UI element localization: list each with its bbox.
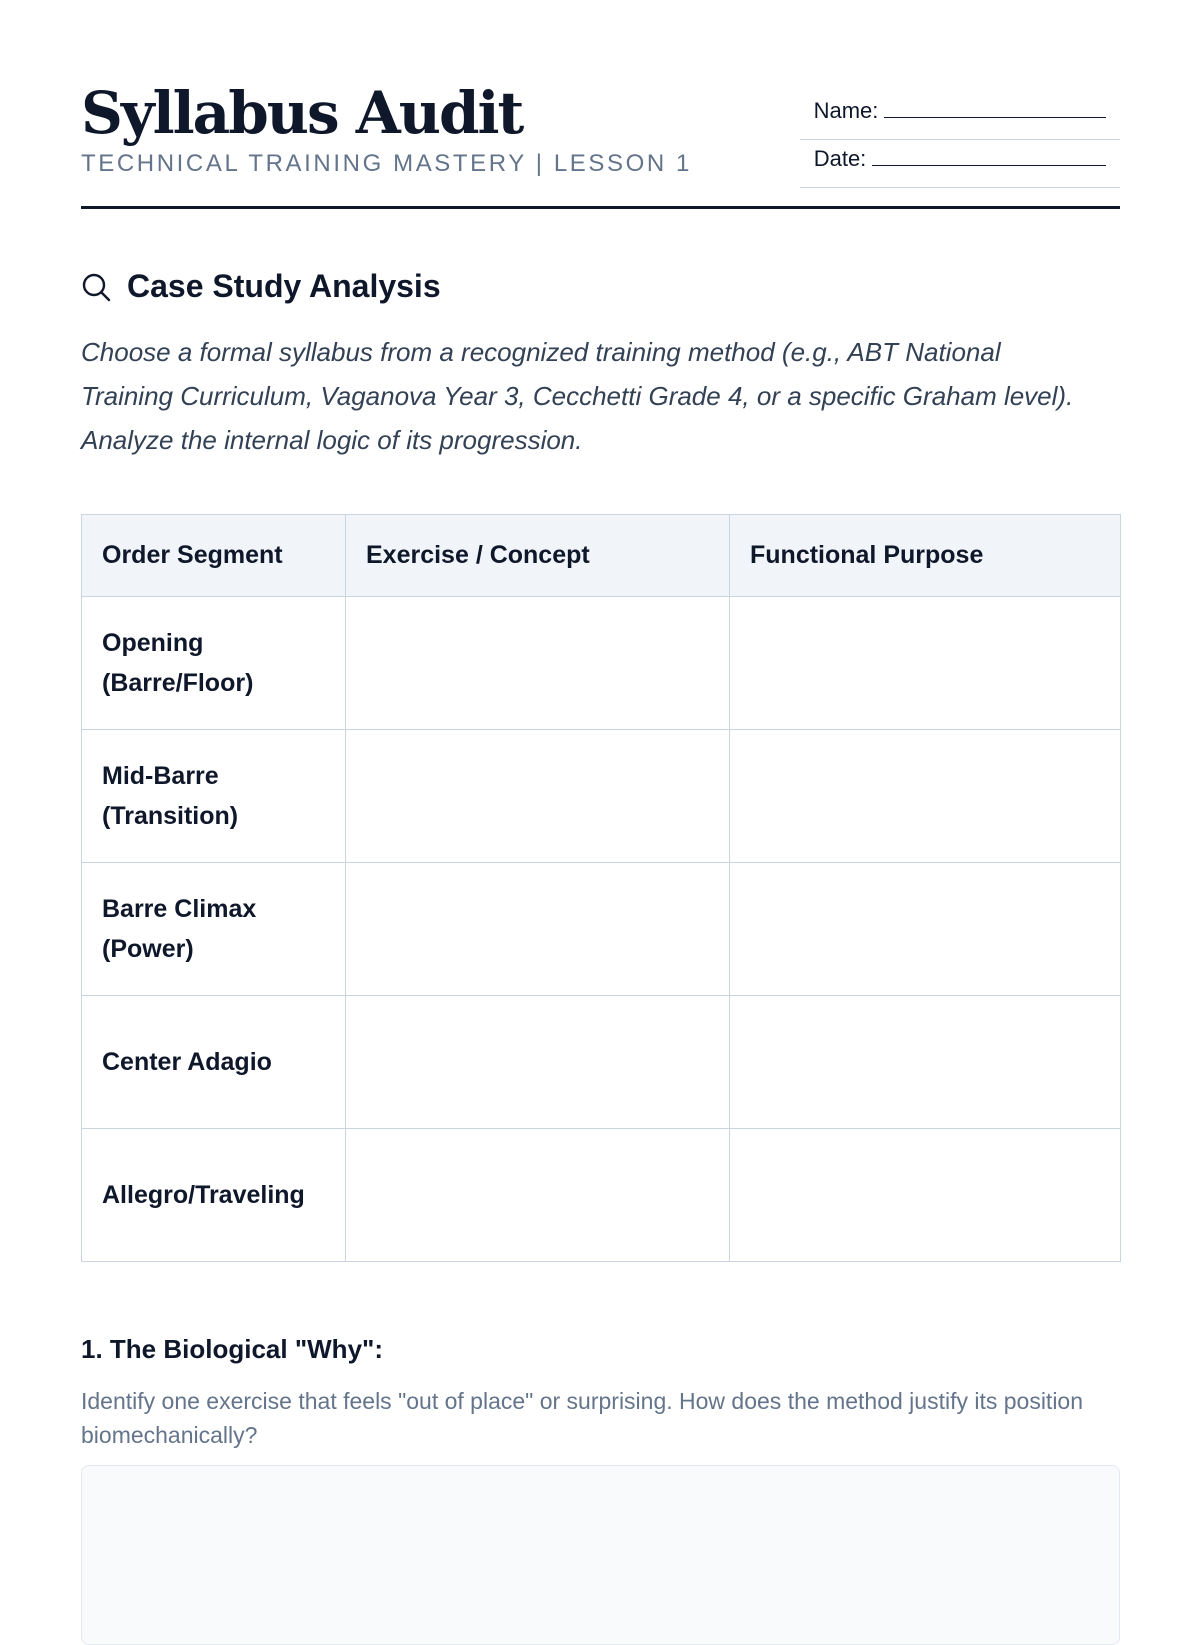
header-divider [81, 206, 1120, 209]
exercise-cell[interactable] [346, 863, 730, 996]
table-row [82, 730, 1121, 863]
order-segment-cell: Allegro/Traveling [82, 1129, 346, 1262]
exercise-cell[interactable] [346, 597, 730, 730]
name-blank-line[interactable] [884, 103, 1106, 118]
page-title: Syllabus Audit [81, 79, 523, 147]
table-row [82, 1129, 1121, 1262]
date-field[interactable] [800, 142, 1120, 188]
table-row [82, 597, 1121, 730]
purpose-cell[interactable] [730, 996, 1121, 1129]
purpose-cell[interactable] [730, 730, 1121, 863]
order-segment-cell: Mid-Barre (Transition) [82, 730, 346, 863]
exercise-cell[interactable] [346, 996, 730, 1129]
date-label: Date: [813, 146, 867, 171]
section-title: Case Study Analysis [127, 268, 441, 304]
header [81, 80, 1120, 210]
order-segment-cell: Center Adagio [82, 996, 346, 1129]
section-intro: Choose a formal syllabus from a recognized training method (e.g., ABT National Training Curriculum, Vaganova Year 3, Cecchetti Grade 4, or a specific Graham level). Analyze the internal logic of its progression. [81, 337, 1074, 455]
exercise-cell[interactable] [346, 730, 730, 863]
syllabus-table [81, 514, 1121, 1262]
name-label: Name: [813, 98, 879, 123]
name-field[interactable] [800, 94, 1120, 140]
section-heading [81, 268, 441, 305]
page-subtitle: TECHNICAL TRAINING MASTERY | LESSON 1 [81, 150, 693, 177]
column-header: Exercise / Concept [346, 515, 730, 597]
column-header: Functional Purpose [730, 515, 1121, 597]
student-info [800, 94, 1120, 190]
column-header: Order Segment [82, 515, 346, 597]
purpose-cell[interactable] [730, 1129, 1121, 1262]
table-row [82, 863, 1121, 996]
question-prompt: Identify one exercise that feels "out of place" or surprising. How does the method justify its position biomechanically? [81, 1388, 1084, 1448]
table-header-row [82, 515, 1121, 597]
table-row [82, 996, 1121, 1129]
date-blank-line[interactable] [872, 151, 1106, 166]
order-segment-cell: Opening (Barre/Floor) [82, 597, 346, 730]
purpose-cell[interactable] [730, 863, 1121, 996]
purpose-cell[interactable] [730, 597, 1121, 730]
exercise-cell[interactable] [346, 1129, 730, 1262]
answer-box[interactable] [81, 1465, 1120, 1645]
question-title: 1. The Biological "Why": [81, 1334, 384, 1364]
order-segment-cell: Barre Climax (Power) [82, 863, 346, 996]
search-icon [81, 272, 111, 302]
